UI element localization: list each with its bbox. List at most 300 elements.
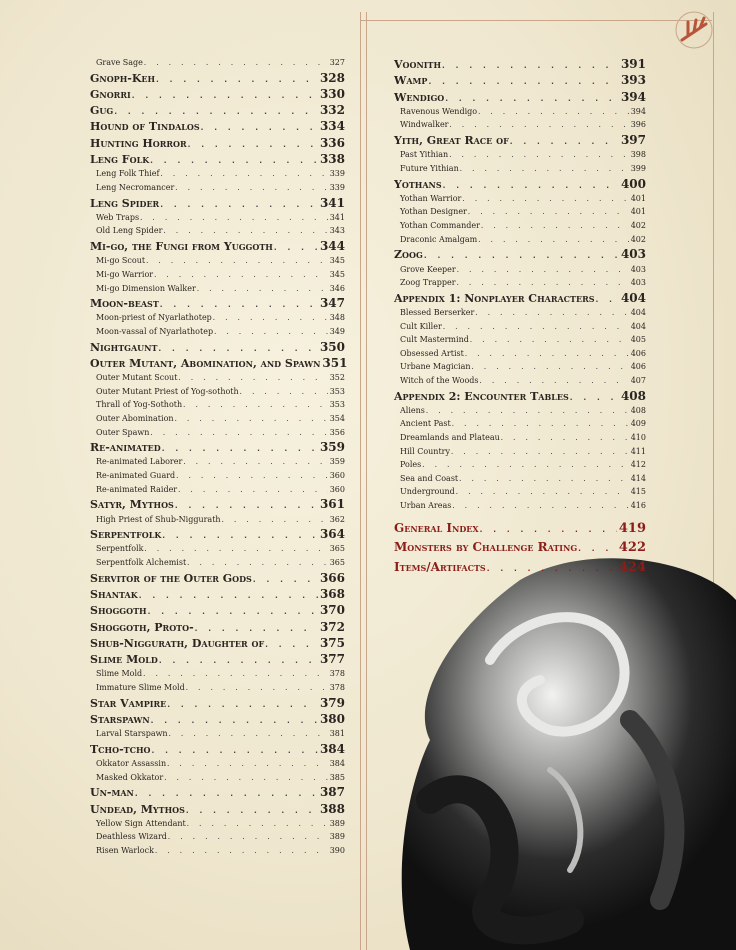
toc-entry-star-vampire[interactable] bbox=[90, 695, 345, 711]
toc-entry-title: Items/Artifacts bbox=[394, 559, 486, 574]
toc-entry-leng-folk-thief[interactable] bbox=[90, 167, 345, 181]
toc-entry-yothan-commander[interactable] bbox=[394, 219, 646, 233]
toc-entry-title: Yellow Sign Attendant bbox=[96, 818, 186, 828]
toc-entry-page: 336 bbox=[319, 135, 345, 150]
toc-leader-dots bbox=[461, 193, 628, 207]
toc-leader-dots bbox=[174, 413, 328, 427]
toc-entry-slime-mold[interactable] bbox=[90, 651, 345, 667]
toc-entry-page: 354 bbox=[329, 413, 345, 423]
toc-leader-dots bbox=[162, 225, 327, 239]
toc-leader-dots bbox=[451, 418, 629, 432]
toc-entry-page: 401 bbox=[630, 193, 646, 203]
toc-entry-title: General Index bbox=[394, 520, 479, 535]
toc-entry-title: Appendix 1: Nonplayer Characters bbox=[394, 291, 595, 305]
toc-entry-page: 339 bbox=[329, 169, 345, 179]
toc-leader-dots bbox=[456, 277, 629, 291]
toc-entry-page: 378 bbox=[329, 669, 345, 679]
toc-entry-title: Hill Country bbox=[400, 446, 450, 456]
toc-entry-page: 365 bbox=[329, 558, 345, 568]
toc-entry-page: 365 bbox=[329, 544, 345, 554]
toc-leader-dots bbox=[451, 500, 628, 514]
toc-entry-gnoph-keh[interactable] bbox=[90, 70, 345, 86]
toc-entry-page: 377 bbox=[319, 652, 345, 667]
toc-entry-title: Okkator Assassin bbox=[96, 759, 167, 769]
toc-entry-serpentfolk[interactable] bbox=[90, 542, 345, 556]
frame-line-inner bbox=[366, 12, 367, 950]
toc-entry-title: Satyr, Mythos bbox=[90, 498, 174, 512]
toc-entry-page: 403 bbox=[620, 247, 646, 262]
toc-leader-dots bbox=[168, 728, 328, 742]
toc-entry-page: 345 bbox=[329, 256, 345, 266]
toc-entry-mi-go-dimension-walker[interactable] bbox=[90, 282, 345, 296]
toc-entry-re-animated-laborer[interactable] bbox=[90, 455, 345, 469]
toc-leader-dots bbox=[186, 557, 328, 571]
toc-entry-page: 360 bbox=[329, 471, 345, 481]
toc-entry-page: 347 bbox=[319, 296, 345, 311]
toc-entry-ravenous-wendigo[interactable] bbox=[394, 105, 646, 119]
toc-entry-page: 408 bbox=[620, 388, 646, 403]
toc-entry-page: 390 bbox=[329, 846, 345, 856]
toc-entry-page: 378 bbox=[329, 683, 345, 692]
toc-entry-page: 364 bbox=[319, 527, 345, 542]
toc-entry-title: Slime Mold bbox=[90, 653, 158, 667]
toc-entry-obsessed-artist[interactable] bbox=[394, 347, 646, 361]
toc-entry-outer-mutant-abomination-and-spawn[interactable] bbox=[90, 355, 348, 371]
toc-entry-title: Slime Mold bbox=[96, 669, 143, 679]
toc-entry-thrall-of-yog-sothoth[interactable] bbox=[90, 398, 345, 412]
toc-entry-title: Masked Okkator bbox=[96, 772, 164, 782]
toc-entry-title: Mi-go Dimension Walker bbox=[96, 283, 196, 293]
toc-entry-okkator-assassin[interactable] bbox=[90, 757, 345, 771]
toc-entry-page: 362 bbox=[329, 514, 345, 524]
toc-entry-page: 415 bbox=[630, 487, 646, 497]
toc-entry-items-artifacts[interactable] bbox=[394, 558, 646, 578]
toc-entry-title: Gnorri bbox=[90, 87, 131, 101]
toc-entry-title: Re-animated bbox=[90, 441, 161, 455]
toc-entry-satyr-mythos[interactable] bbox=[90, 496, 345, 512]
toc-entry-page: 361 bbox=[319, 497, 345, 512]
toc-entry-page: 406 bbox=[630, 348, 646, 358]
shoggoth-illustration bbox=[370, 540, 736, 950]
toc-entry-page: 366 bbox=[319, 570, 345, 585]
toc-entry-title: Hound of Tindalos bbox=[90, 120, 200, 134]
toc-entry-title: Underground bbox=[400, 487, 455, 497]
toc-entry-dreamlands-and-plateau[interactable] bbox=[394, 431, 646, 445]
toc-entry-nightgaunt[interactable] bbox=[90, 339, 345, 355]
toc-leader-dots bbox=[143, 543, 327, 557]
toc-entry-zoog-trapper[interactable] bbox=[394, 276, 646, 290]
toc-entry-title: Moon-vassal of Nyarlathotep bbox=[96, 327, 214, 337]
toc-entry-poles[interactable] bbox=[394, 458, 646, 472]
toc-entry-title: Old Leng Spider bbox=[96, 226, 163, 236]
toc-entry-mi-go-the-fungi-from-yuggoth[interactable] bbox=[90, 238, 345, 254]
toc-entry-title: Ancient Past bbox=[400, 419, 451, 429]
toc-entry-title: Appendix 2: Encounter Tables bbox=[394, 389, 569, 403]
toc-entry-page: 384 bbox=[319, 741, 345, 756]
toc-leader-dots bbox=[213, 326, 328, 340]
toc-entry-title: Poles bbox=[400, 460, 422, 470]
toc-entry-page: 368 bbox=[319, 586, 345, 601]
toc-entry-title: Zoog bbox=[394, 248, 423, 262]
toc-entry-yellow-sign-attendant[interactable] bbox=[90, 817, 345, 831]
toc-entry-title: Grave Sage bbox=[96, 58, 143, 67]
toc-entry-page: 346 bbox=[329, 283, 345, 293]
toc-entry-shoggoth-proto[interactable] bbox=[90, 619, 345, 635]
toc-entry-tcho-tcho[interactable] bbox=[90, 741, 345, 757]
toc-entry-title: Past Yithian bbox=[400, 150, 449, 160]
toc-entry-title: Gug bbox=[90, 104, 114, 118]
toc-entry-leng-necromancer[interactable] bbox=[90, 181, 345, 195]
toc-entry-cult-mastermind[interactable] bbox=[394, 333, 646, 347]
toc-entry-title: Wamp bbox=[394, 74, 428, 88]
toc-entry-mi-go-scout[interactable] bbox=[90, 254, 345, 268]
toc-entry-sea-and-coast[interactable] bbox=[394, 472, 646, 486]
toc-entry-moon-vassal-of-nyarlathotep[interactable] bbox=[90, 325, 345, 339]
toc-leader-dots bbox=[455, 486, 629, 500]
toc-entry-page: 349 bbox=[329, 327, 345, 337]
toc-entry-page: 330 bbox=[319, 86, 345, 101]
toc-entry-page: 404 bbox=[630, 321, 646, 331]
toc-entry-hill-country[interactable] bbox=[394, 445, 646, 459]
toc-leader-dots bbox=[449, 119, 629, 133]
toc-entry-mi-go-warrior[interactable] bbox=[90, 268, 345, 282]
toc-entry-moon-priest-of-nyarlathotep[interactable] bbox=[90, 311, 345, 325]
toc-leader-dots bbox=[163, 772, 328, 786]
toc-entry-page: 352 bbox=[329, 373, 345, 383]
toc-entry-title: Deathless Wizard bbox=[96, 832, 167, 842]
toc-entry-title: Mi-go Warrior bbox=[96, 269, 154, 279]
toc-entry-page: 416 bbox=[630, 501, 646, 511]
toc-entry-page: 402 bbox=[630, 234, 646, 244]
toc-leader-dots bbox=[221, 514, 328, 528]
toc-entry-leng-spider[interactable] bbox=[90, 195, 345, 211]
toc-entry-risen-warlock[interactable] bbox=[90, 844, 345, 858]
toc-entry-outer-mutant-priest-of-yog-sothoth[interactable] bbox=[90, 385, 345, 399]
toc-leader-dots bbox=[186, 818, 328, 832]
toc-leader-dots bbox=[143, 57, 328, 71]
toc-entry-appendix-2-encounter-tables[interactable] bbox=[394, 388, 646, 404]
toc-leader-dots bbox=[477, 234, 629, 248]
toc-entry-title: Future Yithian bbox=[400, 163, 459, 173]
toc-entry-page: 350 bbox=[319, 339, 345, 354]
toc-entry-page: 339 bbox=[329, 182, 345, 192]
toc-entry-title: Moon-priest of Nyarlathotep bbox=[96, 313, 212, 323]
toc-leader-dots bbox=[145, 255, 328, 269]
toc-entry-page: 407 bbox=[630, 375, 646, 385]
toc-entry-title: Outer Mutant Priest of Yog-sothoth bbox=[96, 386, 239, 396]
toc-entry-page: 389 bbox=[329, 832, 345, 842]
toc-entry-yothan-designer[interactable] bbox=[394, 205, 646, 219]
toc-leader-dots bbox=[177, 484, 328, 498]
toc-leader-dots bbox=[139, 212, 328, 226]
toc-entry-page: 380 bbox=[319, 711, 345, 726]
toc-leader-dots bbox=[175, 470, 328, 484]
toc-entry-windwalker[interactable] bbox=[394, 118, 646, 132]
toc-entry-outer-mutant-scout[interactable] bbox=[90, 371, 345, 385]
toc-entry-aliens[interactable] bbox=[394, 404, 646, 418]
toc-entry-page: 404 bbox=[620, 290, 646, 305]
toc-entry-underground[interactable] bbox=[394, 485, 646, 499]
toc-entry-yothans[interactable] bbox=[394, 176, 646, 192]
toc-entry-page: 394 bbox=[630, 106, 646, 116]
toc-entry-blessed-berserker[interactable] bbox=[394, 306, 646, 320]
toc-entry-page: 375 bbox=[319, 635, 345, 650]
toc-entry-title: Mi-go, the Fungi from Yuggoth bbox=[90, 240, 273, 254]
toc-entry-page: 387 bbox=[319, 785, 345, 800]
toc-entry-page: 379 bbox=[319, 695, 345, 710]
toc-entry-title: Immature Slime Mold bbox=[96, 683, 185, 692]
toc-leader-dots bbox=[153, 269, 328, 283]
toc-leader-dots bbox=[450, 446, 629, 460]
toc-entry-page: 419 bbox=[618, 520, 646, 536]
toc-entry-page: 359 bbox=[319, 440, 345, 455]
toc-entry-serpentfolk[interactable] bbox=[90, 526, 345, 542]
toc-entry-title: Larval Starspawn bbox=[96, 729, 168, 739]
toc-entry-hunting-horror[interactable] bbox=[90, 135, 345, 151]
toc-entry-hound-of-tindalos[interactable] bbox=[90, 118, 345, 134]
toc-entry-title: Sea and Coast bbox=[400, 473, 459, 483]
toc-entry-title: Nightgaunt bbox=[90, 340, 158, 354]
toc-entry-witch-of-the-woods[interactable] bbox=[394, 374, 646, 388]
toc-entry-page: 370 bbox=[319, 603, 345, 618]
toc-entry-page: 401 bbox=[630, 207, 646, 217]
toc-entry-page: 410 bbox=[630, 433, 646, 443]
toc-leader-dots bbox=[458, 473, 629, 487]
toc-entry-ancient-past[interactable] bbox=[394, 417, 646, 431]
toc-entry-page: 408 bbox=[630, 405, 646, 415]
toc-leader-dots bbox=[469, 334, 629, 348]
toc-leader-dots bbox=[182, 456, 327, 470]
toc-entry-high-priest-of-shub-niggurath[interactable] bbox=[90, 513, 345, 527]
toc-entry-page: 409 bbox=[630, 419, 646, 429]
toc-entry-title: Outer Mutant Scout bbox=[96, 373, 178, 383]
toc-entry-appendix-1-nonplayer-characters[interactable] bbox=[394, 290, 646, 306]
toc-entry-title: Outer Mutant, Abomination, and Spawn bbox=[90, 356, 321, 370]
toc-entry-page: 411 bbox=[630, 446, 646, 456]
toc-entry-title: Yith, Great Race of bbox=[394, 134, 509, 148]
toc-entry-page: 359 bbox=[329, 457, 345, 467]
toc-entry-immature-slime-mold[interactable] bbox=[90, 681, 345, 695]
toc-entry-title: Moon-beast bbox=[90, 297, 159, 311]
toc-entry-re-animated-raider[interactable] bbox=[90, 483, 345, 497]
toc-leader-dots bbox=[196, 283, 328, 297]
toc-entry-serpentfolk-alchemist[interactable] bbox=[90, 556, 345, 570]
toc-entry-past-yithian[interactable] bbox=[394, 148, 646, 162]
toc-entry-general-index[interactable] bbox=[394, 519, 646, 539]
toc-entry-title: Leng Folk bbox=[90, 153, 150, 167]
toc-entry-urban-areas[interactable] bbox=[394, 499, 646, 513]
toc-entry-page: 403 bbox=[630, 264, 646, 274]
toc-entry-page: 328 bbox=[319, 70, 345, 85]
toc-entry-moon-beast[interactable] bbox=[90, 295, 345, 311]
toc-right-column bbox=[394, 56, 646, 577]
toc-entry-title: Ravenous Wendigo bbox=[400, 106, 478, 116]
toc-entry-page: 353 bbox=[329, 400, 345, 410]
toc-leader-dots bbox=[177, 372, 327, 386]
toc-entry-shoggoth[interactable] bbox=[90, 602, 345, 618]
toc-leader-dots bbox=[479, 375, 629, 389]
toc-entry-wamp[interactable] bbox=[394, 72, 646, 88]
toc-leader-dots bbox=[479, 520, 617, 540]
toc-entry-title: Grove Keeper bbox=[400, 264, 456, 274]
toc-entry-future-yithian[interactable] bbox=[394, 162, 646, 176]
toc-entry-title: Web Traps bbox=[96, 212, 140, 222]
toc-entry-gug[interactable] bbox=[90, 102, 345, 118]
toc-entry-re-animated[interactable] bbox=[90, 439, 345, 455]
toc-entry-cult-killer[interactable] bbox=[394, 320, 646, 334]
toc-entry-grave-sage[interactable] bbox=[90, 56, 345, 70]
toc-entry-grove-keeper[interactable] bbox=[394, 263, 646, 277]
branch-ornament-icon bbox=[674, 10, 714, 50]
toc-leader-dots bbox=[464, 348, 629, 362]
toc-leader-dots bbox=[182, 399, 328, 413]
toc-entry-page: 356 bbox=[329, 427, 345, 437]
toc-entry-page: 403 bbox=[630, 278, 646, 288]
toc-entry-title: Urbane Magician bbox=[400, 362, 471, 372]
toc-leader-dots bbox=[442, 321, 629, 335]
toc-entry-title: Serpentfolk Alchemist bbox=[96, 558, 187, 568]
toc-entry-title: Yothan Designer bbox=[400, 207, 467, 217]
toc-entry-shub-niggurath-daughter-of[interactable] bbox=[90, 635, 345, 651]
toc-entry-title: Shoggoth bbox=[90, 604, 147, 618]
toc-entry-masked-okkator[interactable] bbox=[90, 771, 345, 785]
toc-entry-title: Re-animated Raider bbox=[96, 484, 178, 494]
toc-entry-slime-mold[interactable] bbox=[90, 667, 345, 681]
toc-entry-servitor-of-the-outer-gods[interactable] bbox=[90, 570, 345, 586]
toc-leader-dots bbox=[154, 845, 328, 859]
toc-entry-title: Urban Areas bbox=[400, 501, 452, 511]
toc-entry-title: Cult Killer bbox=[400, 321, 442, 331]
toc-leader-dots bbox=[500, 432, 629, 446]
toc-entry-page: 344 bbox=[319, 239, 345, 254]
toc-entry-old-leng-spider[interactable] bbox=[90, 224, 345, 238]
toc-entry-shantak[interactable] bbox=[90, 586, 345, 602]
toc-entry-title: Shoggoth, Proto- bbox=[90, 620, 194, 634]
toc-entry-title: High Priest of Shub-Niggurath bbox=[96, 514, 221, 524]
toc-entry-title: Yothan Commander bbox=[400, 221, 480, 231]
toc-entry-title: Hunting Horror bbox=[90, 136, 187, 150]
toc-entry-starspawn[interactable] bbox=[90, 711, 345, 727]
toc-leader-dots bbox=[239, 386, 328, 400]
toc-entry-title: Leng Folk Thief bbox=[96, 169, 160, 179]
toc-entry-page: 396 bbox=[630, 120, 646, 130]
frame-line-left bbox=[360, 12, 361, 950]
toc-entry-title: Shantak bbox=[90, 587, 138, 601]
toc-leader-dots bbox=[480, 220, 629, 234]
toc-entry-title: Leng Spider bbox=[90, 196, 160, 210]
toc-entry-title: Yothans bbox=[394, 177, 442, 191]
toc-entry-page: 391 bbox=[620, 57, 646, 71]
toc-entry-deathless-wizard[interactable] bbox=[90, 830, 345, 844]
toc-entry-title: Tcho-tcho bbox=[90, 742, 151, 756]
toc-entry-urbane-magician[interactable] bbox=[394, 360, 646, 374]
toc-entry-title: Re-animated Laborer bbox=[96, 457, 183, 467]
toc-leader-dots bbox=[185, 682, 328, 696]
toc-entry-page: 372 bbox=[319, 619, 345, 634]
toc-entry-page: 399 bbox=[630, 163, 646, 173]
toc-entry-title: Leng Necromancer bbox=[96, 182, 175, 192]
toc-leader-dots bbox=[477, 106, 629, 120]
toc-entry-yith-great-race-of[interactable] bbox=[394, 132, 646, 148]
toc-entry-zoog[interactable] bbox=[394, 246, 646, 262]
toc-entry-page: 334 bbox=[319, 119, 345, 134]
toc-leader-dots bbox=[149, 427, 327, 441]
toc-entry-web-traps[interactable] bbox=[90, 211, 345, 225]
toc-entry-title: Gnoph-Keh bbox=[90, 71, 156, 85]
toc-entry-title: Undead, Mythos bbox=[90, 802, 185, 816]
toc-entry-undead-mythos[interactable] bbox=[90, 801, 345, 817]
toc-left-column bbox=[90, 56, 348, 858]
toc-entry-outer-spawn[interactable] bbox=[90, 426, 345, 440]
toc-entry-title: Un-man bbox=[90, 786, 134, 800]
toc-entry-page: 404 bbox=[630, 308, 646, 318]
toc-entry-title: Dreamlands and Plateau bbox=[400, 433, 500, 443]
toc-leader-dots bbox=[421, 459, 628, 473]
toc-entry-re-animated-guard[interactable] bbox=[90, 469, 345, 483]
toc-entry-gnorri[interactable] bbox=[90, 86, 345, 102]
toc-entry-page: 389 bbox=[329, 818, 345, 828]
toc-entry-outer-abomination[interactable] bbox=[90, 412, 345, 426]
toc-entry-leng-folk[interactable] bbox=[90, 151, 345, 167]
toc-entry-page: 405 bbox=[630, 335, 646, 345]
toc-entry-page: 348 bbox=[329, 313, 345, 323]
toc-entry-page: 422 bbox=[618, 540, 646, 556]
toc-leader-dots bbox=[577, 539, 617, 559]
toc-entry-page: 393 bbox=[620, 73, 646, 88]
toc-entry-title: Serpentfolk bbox=[96, 544, 144, 554]
toc-entry-page: 332 bbox=[319, 103, 345, 118]
toc-leader-dots bbox=[456, 264, 629, 278]
toc-entry-title: Mi-go Scout bbox=[96, 256, 146, 266]
toc-entry-page: 402 bbox=[630, 221, 646, 231]
toc-entry-title: Yothan Warrior bbox=[400, 193, 462, 203]
toc-entry-page: 381 bbox=[329, 729, 345, 739]
toc-entry-page: 338 bbox=[319, 152, 345, 167]
toc-entry-title: Shub-Niggurath, Daughter of bbox=[90, 636, 265, 650]
toc-leader-dots bbox=[166, 758, 328, 772]
toc-entry-page: 388 bbox=[319, 801, 345, 816]
toc-entry-title: Wendigo bbox=[394, 90, 445, 104]
toc-entry-draconic-amalgam[interactable] bbox=[394, 233, 646, 247]
toc-entry-title: Starspawn bbox=[90, 712, 150, 726]
toc-entry-title: Outer Spawn bbox=[96, 427, 150, 437]
toc-entry-page: 360 bbox=[329, 484, 345, 494]
toc-entry-larval-starspawn[interactable] bbox=[90, 727, 345, 741]
toc-entry-yothan-warrior[interactable] bbox=[394, 192, 646, 206]
toc-entry-page: 353 bbox=[329, 386, 345, 396]
toc-leader-dots bbox=[425, 405, 629, 419]
toc-entry-title: Witch of the Woods bbox=[400, 375, 479, 385]
toc-entry-page: 351 bbox=[322, 355, 348, 370]
toc-entry-title: Risen Warlock bbox=[96, 846, 154, 856]
toc-entry-title: Star Vampire bbox=[90, 696, 167, 710]
toc-entry-page: 424 bbox=[618, 559, 646, 575]
toc-entry-un-man[interactable] bbox=[90, 784, 345, 800]
toc-entry-title: Servitor of the Outer Gods bbox=[90, 571, 252, 585]
toc-entry-title: Cult Mastermind bbox=[400, 335, 469, 345]
toc-entry-monsters-by-challenge-rating[interactable] bbox=[394, 538, 646, 558]
toc-entry-title: Draconic Amalgam bbox=[400, 234, 478, 244]
toc-entry-title: Re-animated Guard bbox=[96, 471, 176, 481]
toc-entry-title: Aliens bbox=[400, 405, 425, 415]
toc-entry-wendigo[interactable] bbox=[394, 89, 646, 105]
toc-leader-dots bbox=[142, 668, 328, 682]
toc-entry-title: Thrall of Yog-Sothoth bbox=[96, 400, 183, 410]
toc-leader-dots bbox=[448, 149, 629, 163]
toc-entry-voonith[interactable] bbox=[394, 56, 646, 72]
toc-entry-page: 341 bbox=[329, 212, 345, 222]
toc-leader-dots bbox=[174, 182, 327, 196]
